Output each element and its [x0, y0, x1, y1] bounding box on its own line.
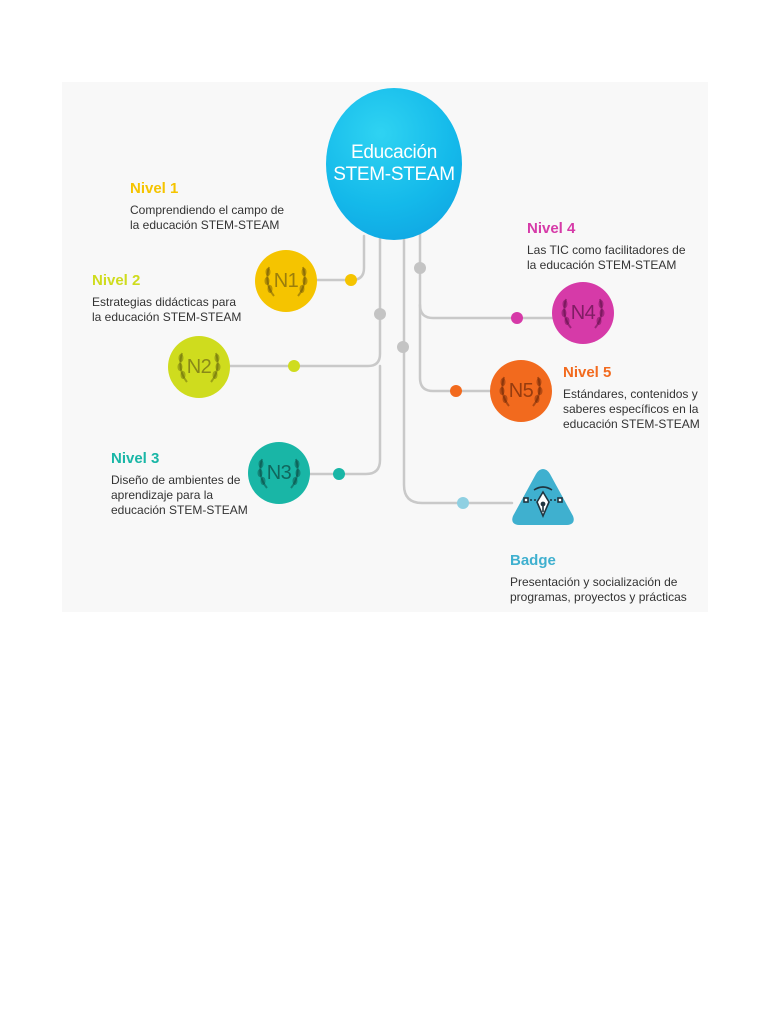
hub-title-line2: STEM-STEAM	[333, 164, 455, 185]
n3-connector-dot	[333, 468, 345, 480]
n5-connector-dot	[450, 385, 462, 397]
badge-connector-dot	[457, 497, 469, 509]
badge-label	[510, 552, 687, 605]
level-2-desc-line2: la educación STEM-STEAM	[92, 310, 242, 324]
level-4-label	[527, 220, 686, 273]
level-5-title: Nivel 5	[563, 364, 612, 381]
junction-dot	[397, 341, 409, 353]
n5-badge	[490, 360, 552, 422]
n2-badge	[168, 336, 230, 398]
level-2-label	[92, 272, 241, 325]
badge-desc-line2: programas, proyectos y prácticas	[510, 590, 687, 604]
junction-dot	[414, 262, 426, 274]
hub-title-line1: Educación	[350, 142, 438, 163]
n1-connector-dot	[345, 274, 357, 286]
n3-code: N3	[266, 461, 292, 484]
junction-dot	[374, 308, 386, 320]
n4-code: N4	[570, 301, 596, 324]
n1-code: N1	[273, 269, 299, 292]
n3-badge	[248, 442, 310, 504]
n4-connector-dot	[511, 312, 523, 324]
level-5-desc-line2: saberes específicos en la	[563, 402, 699, 416]
level-1-desc-line2: la educación STEM-STEAM	[130, 218, 280, 232]
level-1-label	[130, 180, 284, 233]
n5-code: N5	[508, 379, 534, 402]
n4-badge	[552, 282, 614, 344]
level-3-title: Nivel 3	[111, 450, 160, 467]
level-4-desc-line1: Las TIC como facilitadores de	[527, 243, 686, 257]
badge-triangle	[510, 466, 576, 528]
level-5-desc-line3: educación STEM-STEAM	[563, 417, 700, 431]
level-3-desc-line2: aprendizaje para la	[111, 488, 214, 502]
n1-badge	[255, 250, 317, 312]
badge-desc-line1: Presentación y socialización de	[510, 575, 678, 589]
level-3-desc-line3: educación STEM-STEAM	[111, 503, 248, 517]
level-1-desc-line1: Comprendiendo el campo de	[130, 203, 285, 217]
level-1-title: Nivel 1	[130, 180, 179, 197]
level-2-title: Nivel 2	[92, 272, 141, 289]
central-hub-circle	[326, 88, 462, 240]
level-3-label	[111, 450, 248, 518]
level-4-desc-line2: la educación STEM-STEAM	[527, 258, 677, 272]
level-3-desc-line1: Diseño de ambientes de	[111, 473, 241, 487]
level-5-desc-line1: Estándares, contenidos y	[563, 387, 698, 401]
level-5-label	[563, 364, 700, 432]
level-4-title: Nivel 4	[527, 220, 576, 237]
n2-connector-dot	[288, 360, 300, 372]
n2-code: N2	[186, 355, 212, 378]
badge-title: Badge	[510, 552, 556, 569]
level-2-desc-line1: Estrategias didácticas para	[92, 295, 237, 309]
